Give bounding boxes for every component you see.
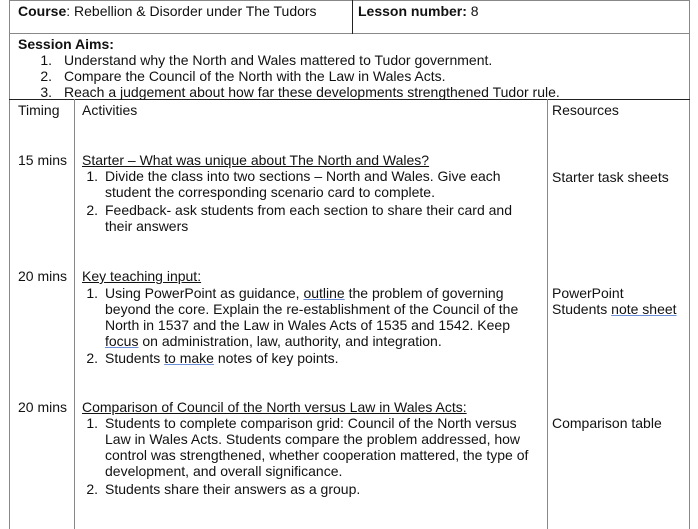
divider <box>9 33 690 34</box>
lesson-number-field <box>358 3 479 19</box>
row-timing: 15 mins <box>18 152 68 168</box>
divider <box>9 0 690 1</box>
course-label: Course <box>18 3 67 19</box>
row-timing: 20 mins <box>18 268 68 284</box>
activity-heading: Key teaching input: <box>82 268 202 284</box>
resource-item: PowerPoint <box>552 285 624 301</box>
activity-heading: Starter – What was unique about The North and Wales? <box>82 152 430 168</box>
resource-item: Students note sheet <box>552 301 677 317</box>
resource-item: Comparison table <box>552 415 662 431</box>
column-header-resources: Resources <box>552 102 619 118</box>
divider <box>547 99 548 529</box>
divider <box>352 0 353 34</box>
lesson-number-value: 8 <box>466 3 479 19</box>
divider <box>74 99 75 529</box>
course-field <box>18 3 317 19</box>
row-timing: 20 mins <box>18 399 68 415</box>
session-aims-title: Session Aims: <box>18 36 114 52</box>
activity-heading: Comparison of Council of the North versus Law in Wales Acts: <box>82 399 467 415</box>
column-header-timing: Timing <box>18 102 60 118</box>
resource-item: Starter task sheets <box>552 169 669 185</box>
course-value: : Rebellion & Disorder under The Tudors <box>66 3 317 19</box>
lesson-number-label: Lesson number: <box>358 3 467 19</box>
column-header-activities: Activities <box>82 102 138 118</box>
